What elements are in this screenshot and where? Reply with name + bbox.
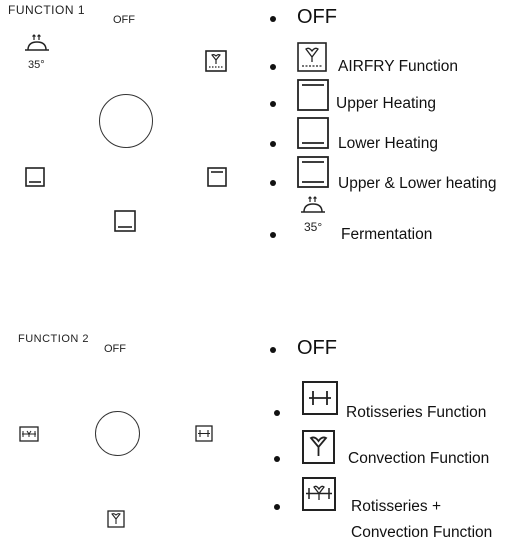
legend-rotisserie-convection-line1: Rotisseries + <box>351 498 442 515</box>
rotisserie-convection-icon <box>19 426 39 442</box>
function-2-knob[interactable] <box>95 411 140 456</box>
rotisserie-icon <box>302 381 338 415</box>
fermentation-icon <box>300 196 326 216</box>
function-1-title: FUNCTION 1 <box>8 3 85 17</box>
legend-bullet <box>270 180 276 186</box>
legend-upper-lower-heating: Upper & Lower heating <box>338 175 497 192</box>
airfry-icon <box>205 50 227 72</box>
legend-fermentation: Fermentation <box>341 226 433 243</box>
fermentation-temp-label: 35° <box>28 59 45 71</box>
legend-bullet <box>270 101 276 107</box>
lower-heating-icon <box>25 167 45 187</box>
legend-off-2: OFF <box>297 337 337 359</box>
legend-bullet <box>270 16 276 22</box>
legend-bullet <box>270 141 276 147</box>
legend-rotisserie: Rotisseries Function <box>346 404 487 421</box>
legend-lower-heating: Lower Heating <box>338 135 438 152</box>
function-2-title: FUNCTION 2 <box>18 333 89 345</box>
airfry-icon <box>297 42 327 72</box>
legend-bullet <box>270 347 276 353</box>
function-1-dial-off-label: OFF <box>113 14 135 26</box>
convection-icon <box>107 510 125 528</box>
legend-airfry: AIRFRY Function <box>338 58 459 75</box>
legend-upper-heating: Upper Heating <box>336 95 436 112</box>
fermentation-icon <box>24 34 50 54</box>
legend-convection: Convection Function <box>348 450 490 467</box>
upper-heating-icon <box>297 79 329 111</box>
function-1-knob[interactable] <box>99 94 153 148</box>
function-2-dial-off-label: OFF <box>104 343 126 355</box>
legend-bullet <box>274 504 280 510</box>
legend-bullet <box>274 456 280 462</box>
rotisserie-convection-icon <box>302 477 336 511</box>
lower-heating-icon <box>297 117 329 149</box>
upper-heating-icon <box>207 167 227 187</box>
legend-bullet <box>270 232 276 238</box>
rotisserie-icon <box>195 425 213 442</box>
legend-fermentation-temp: 35° <box>304 220 323 234</box>
upper-lower-heating-icon <box>297 156 329 188</box>
legend-bullet <box>270 64 276 70</box>
legend-rotisserie-convection-line2: Convection Function <box>351 524 493 541</box>
convection-icon <box>302 430 335 464</box>
lower-heating-icon-bottom <box>114 210 136 232</box>
legend-bullet <box>274 410 280 416</box>
legend-off: OFF <box>297 6 337 28</box>
